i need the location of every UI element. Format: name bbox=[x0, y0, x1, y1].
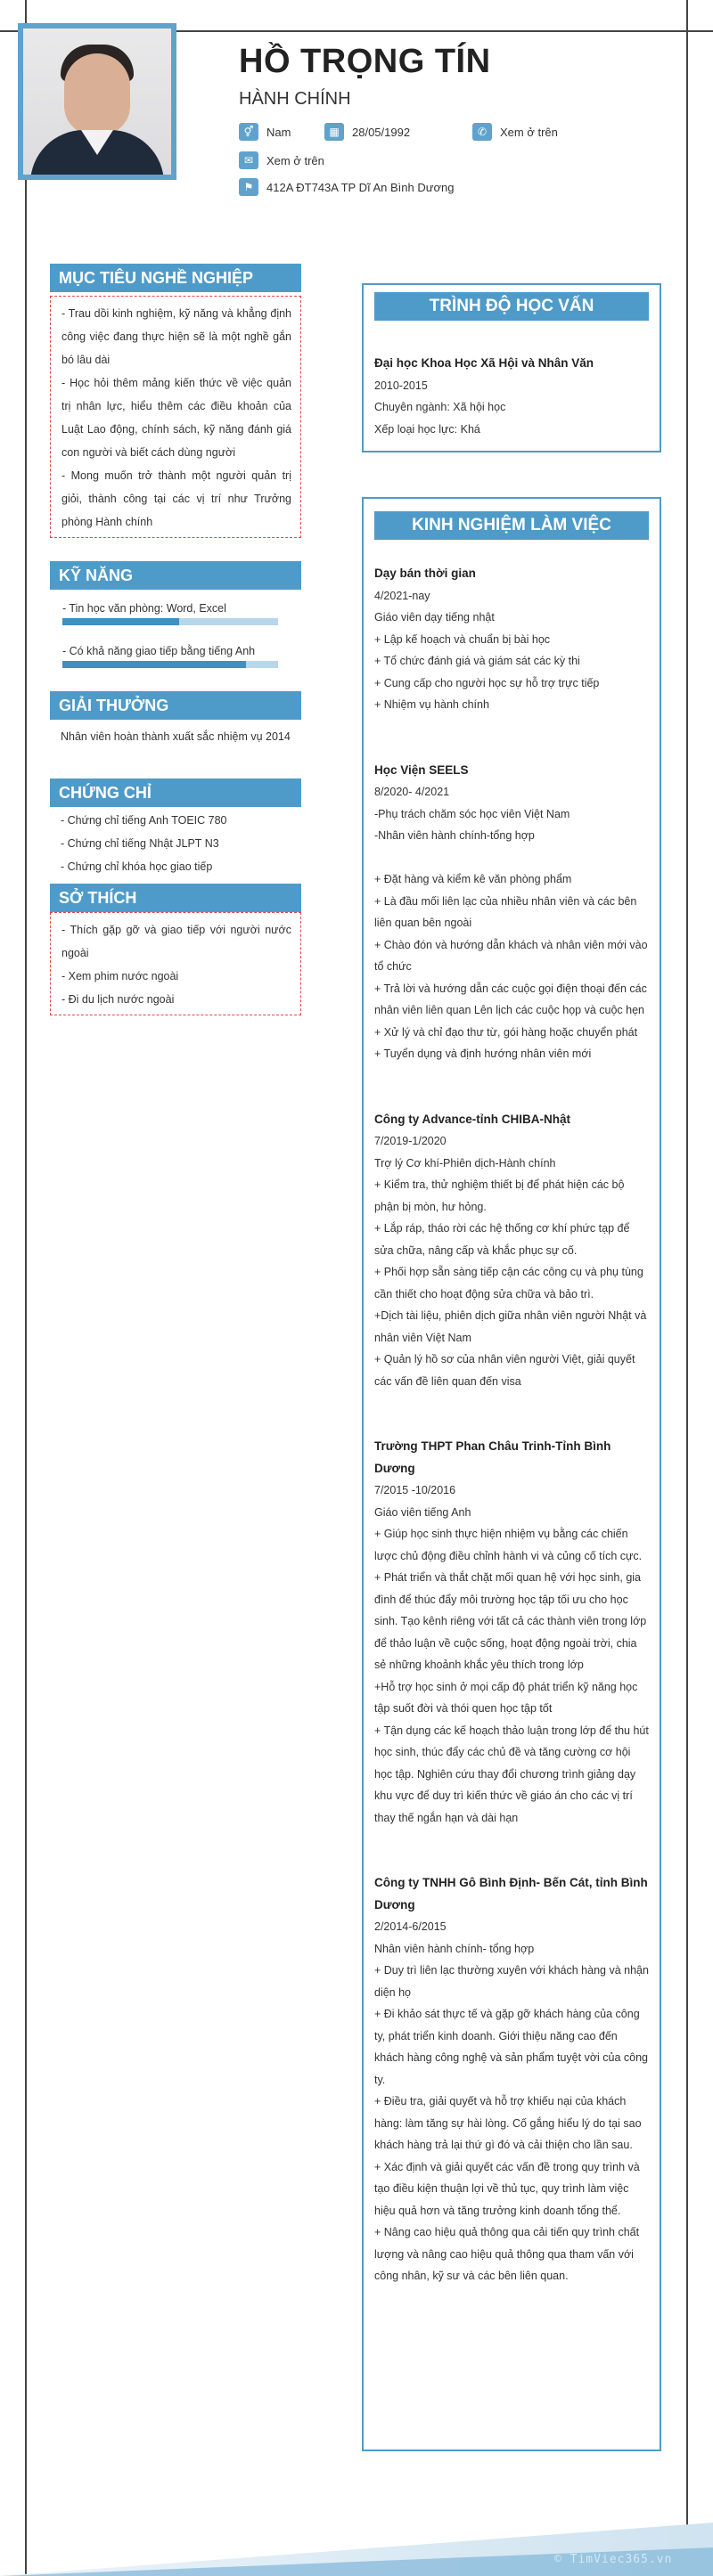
job-duty: + Cung cấp cho người học sự hỗ trợ trực tiếp bbox=[374, 676, 600, 689]
frame-right-line bbox=[686, 0, 688, 2576]
certificate-item: - Chứng chỉ tiếng Anh TOEIC 780 bbox=[61, 814, 227, 827]
certificate-item: - Chứng chỉ tiếng Nhật JLPT N3 bbox=[61, 837, 219, 850]
objective-line: - Mong muốn trở thành một người quản trị giỏi, thành công tại các vị trí như Trưởng phòng Hành chính bbox=[61, 469, 291, 528]
spacer bbox=[374, 1414, 649, 1437]
objective-heading: MỤC TIÊU NGHỀ NGHIỆP bbox=[50, 264, 301, 292]
spacer bbox=[374, 738, 649, 760]
spacer bbox=[374, 1392, 649, 1414]
certificates-heading: CHỨNG CHỈ bbox=[50, 779, 301, 807]
watermark: © TimViec365.vn bbox=[554, 2553, 673, 2566]
job-duty: + Đi khảo sát thực tế và gặp gỡ khách hàng của công ty, phát triển kinh doanh. Giới thiệu năng cao đến khách hàng công nghệ và sản phẩm tuyệt vời của công ty. bbox=[374, 2008, 649, 2086]
info-dob bbox=[324, 123, 410, 141]
experience-heading: KINH NGHIỆM LÀM VIỆC bbox=[374, 511, 649, 540]
objective-line: - Học hỏi thêm mảng kiến thức về việc quản trị nhân lực, hiểu thêm các điều khoản của Luật Lao động, chính sách, kỹ năng đánh giá con người và biết cách dùng người bbox=[61, 377, 291, 459]
job-duty: + Phối hợp sẵn sàng tiếp cận các công cụ và phụ tùng cần thiết cho hoạt động sửa chữa và bảo trì. bbox=[374, 1266, 643, 1300]
job-duty: + Nhiệm vụ hành chính bbox=[374, 698, 489, 711]
skill-bar bbox=[62, 661, 278, 668]
skill-item bbox=[62, 645, 301, 668]
job-duty: + Xác định và giải quyết các vấn đề trong quy trình và tạo điều kiện thuận lợi về thủ tục, quy trình làm việc hiệu quả hơn và tăng trưởng kinh doanh tổng thể. bbox=[374, 2160, 640, 2217]
skill-item bbox=[62, 602, 301, 625]
spacer bbox=[374, 1065, 649, 1088]
certificates-section bbox=[50, 779, 301, 878]
job-company: Công ty TNHH Gô Bình Định- Bến Cát, tỉnh Bình Dương bbox=[374, 1876, 648, 1912]
skills-section bbox=[50, 561, 301, 668]
job-duty: + Tuyển dụng và định hướng nhân viên mới bbox=[374, 1048, 592, 1060]
skill-label: - Tin học văn phòng: Word, Excel bbox=[62, 602, 226, 615]
phone-value: Xem ở trên bbox=[500, 125, 558, 139]
candidate-name: HỒ TRỌNG TÍN bbox=[239, 43, 491, 80]
job-duty: + Nâng cao hiệu quả thông qua cải tiến quy trình chất lượng và nâng cao hiệu quả thông qua tham vấn với công nhân, kỹ sư và các bên liên quan. bbox=[374, 2226, 640, 2282]
school-name: Đại học Khoa Học Xã Hội và Nhân Văn bbox=[374, 356, 594, 370]
skill-label: - Có khả năng giao tiếp bằng tiếng Anh bbox=[62, 645, 256, 657]
job-duty: + Phát triển và thắt chặt mối quan hệ với học sinh, gia đình để thúc đẩy môi trường học tập tối ưu cho học sinh. Tạo kênh riêng với tất cả các thành viên trong lớp để thảo luận về cuộc sống, hoạt động ngoài trời, chia sẻ những khoảnh khắc yêu thích trong lớp bbox=[374, 1571, 647, 1671]
hobby-item: - Đi du lịch nước ngoài bbox=[61, 993, 175, 1006]
avatar bbox=[18, 23, 176, 180]
spacer bbox=[374, 847, 649, 869]
education-period: 2010-2015 bbox=[374, 379, 428, 392]
hobbies-heading: SỞ THÍCH bbox=[50, 884, 301, 912]
job-duty: + Lắp ráp, tháo rời các hệ thống cơ khí phức tạp để sửa chữa, nâng cấp và khắc phục sự cố. bbox=[374, 1222, 630, 1257]
hobby-item: - Thích gặp gỡ và giao tiếp với người nước ngoài bbox=[61, 924, 291, 959]
phone-icon: ✆ bbox=[472, 123, 492, 141]
job-company: Công ty Advance-tỉnh CHIBA-Nhật bbox=[374, 1112, 570, 1126]
experience-section bbox=[362, 497, 661, 2451]
hobbies-box bbox=[50, 912, 301, 1015]
info-address bbox=[239, 178, 454, 196]
gender-icon: ⚥ bbox=[239, 123, 258, 141]
job-duty: + Điều tra, giải quyết và hỗ trợ khiếu nại của khách hàng: làm tăng sự hài lòng. Cố gắng hiểu lý do tại sao khách hàng trả lại thứ gì đó và cải thiện cho lần sau. bbox=[374, 2095, 642, 2151]
job-duty: + Trả lời và hướng dẫn các cuộc gọi điện thoại đến các nhân viên liên quan Lên lịch các cuộc họp và cuộc hẹn bbox=[374, 982, 647, 1016]
skill-bar-fill bbox=[62, 661, 246, 668]
awards-text: Nhân viên hoàn thành xuất sắc nhiệm vụ 2014 bbox=[61, 730, 291, 743]
profile-photo bbox=[23, 29, 171, 175]
job-duty: + Chào đón và hướng dẫn khách và nhân viên mới vào tổ chức bbox=[374, 938, 648, 973]
awards-heading: GIẢI THƯỞNG bbox=[50, 691, 301, 720]
email-icon: ✉ bbox=[239, 151, 258, 169]
job-company: Học Viện SEELS bbox=[374, 762, 469, 777]
job-duty: Trợ lý Cơ khí-Phiên dịch-Hành chính bbox=[374, 1156, 556, 1170]
job-duty: + Đặt hàng và kiểm kê văn phòng phẩm bbox=[374, 873, 572, 885]
job-company: Dạy bán thời gian bbox=[374, 567, 476, 580]
job-duty: Giáo viên dạy tiếng nhật bbox=[374, 611, 495, 624]
job-duty: + Kiểm tra, thử nghiệm thiết bị để phát hiện các bộ phận bị mòn, hư hỏng. bbox=[374, 1178, 625, 1213]
job-duty: + Giúp học sinh thực hiện nhiệm vụ bằng các chiến lược chủ động điều chỉnh hành vi và củng cố tích cực. bbox=[374, 1528, 643, 1562]
job-period: 7/2019-1/2020 bbox=[374, 1135, 447, 1147]
spacer bbox=[374, 1851, 649, 1873]
info-gender bbox=[239, 123, 291, 141]
job-duty: -Phụ trách chăm sóc học viên Việt Nam bbox=[374, 807, 570, 820]
objective-section bbox=[50, 264, 301, 538]
spacer bbox=[374, 1087, 649, 1109]
job-period: 7/2015 -10/2016 bbox=[374, 1484, 456, 1496]
job-duty: +Hỗ trợ học sinh ở mọi cấp độ phát triển kỹ năng học tập suốt đời và thói quen học tập tốt bbox=[374, 1680, 638, 1715]
info-phone bbox=[472, 123, 558, 141]
spacer bbox=[374, 716, 649, 738]
certificate-item: - Chứng chỉ khóa học giao tiếp bbox=[61, 860, 213, 873]
candidate-position: HÀNH CHÍNH bbox=[239, 89, 351, 109]
education-content bbox=[374, 353, 649, 440]
spacer bbox=[374, 1829, 649, 1851]
objective-line: - Trau dồi kinh nghiệm, kỹ năng và khẳng định công việc đang thực hiện sẽ là một nghề gắn bó lâu dài bbox=[61, 307, 291, 366]
job-duty: Nhân viên hành chính- tổng hợp bbox=[374, 1942, 535, 1955]
job-duty: +Dịch tài liệu, phiên dịch giữa nhân viên người Nhật và nhân viên Việt Nam bbox=[374, 1309, 647, 1344]
email-value: Xem ở trên bbox=[266, 153, 324, 167]
job-duty: + Tổ chức đánh giá và giám sát các kỳ thi bbox=[374, 655, 580, 667]
experience-list bbox=[374, 563, 649, 2287]
info-email bbox=[239, 151, 324, 169]
dob-value: 28/05/1992 bbox=[352, 125, 411, 139]
awards-section bbox=[50, 691, 301, 748]
location-icon: ⚑ bbox=[239, 178, 258, 196]
job-period: 4/2021-nay bbox=[374, 589, 430, 602]
skill-bar-fill bbox=[62, 618, 179, 625]
frame-left-line bbox=[25, 0, 27, 2576]
objective-box bbox=[50, 296, 301, 538]
address-value: 412A ĐT743A TP Dĩ An Bình Dương bbox=[266, 180, 455, 194]
job-company: Trường THPT Phan Châu Trinh-Tỉnh Bình Dương bbox=[374, 1439, 611, 1475]
job-duty: + Tận dụng các kế hoạch thảo luận trong lớp để thu hút học sinh, thúc đẩy các chủ đề và tăng cường cơ hội học tập. Nghiên cứu thay đổi chương trình giảng dạy khu vực để duy trì kiến thức về giáo án cho các vị trí thay thế ngắn hạn và dài hạn bbox=[374, 1724, 649, 1824]
job-period: 8/2020- 4/2021 bbox=[374, 786, 450, 798]
calendar-icon: ▦ bbox=[324, 123, 344, 141]
job-duty: -Nhân viên hành chính-tổng hợp bbox=[374, 829, 535, 842]
skill-bar bbox=[62, 618, 278, 625]
job-duty: Giáo viên tiếng Anh bbox=[374, 1505, 471, 1519]
job-duty: + Lập kế hoạch và chuẩn bị bài học bbox=[374, 632, 551, 646]
job-duty: + Là đầu mối liên lạc của nhiều nhân viên và các bên liên quan bên ngoài bbox=[374, 894, 637, 929]
job-period: 2/2014-6/2015 bbox=[374, 1920, 447, 1933]
hobbies-section bbox=[50, 884, 301, 1015]
education-heading: TRÌNH ĐỘ HỌC VẤN bbox=[374, 292, 649, 321]
job-duty: + Duy trì liên lạc thường xuyên với khách hàng và nhận diện họ bbox=[374, 1964, 649, 1999]
job-duty: + Xử lý và chỉ đạo thư từ, gói hàng hoặc chuyển phát bbox=[374, 1025, 638, 1039]
hobby-item: - Xem phim nước ngoài bbox=[61, 970, 179, 982]
education-major: Chuyên ngành: Xã hội học bbox=[374, 401, 506, 413]
job-duty: + Quản lý hồ sơ của nhân viên người Việt, giải quyết các vấn đề liên quan đến visa bbox=[374, 1353, 635, 1388]
gender-value: Nam bbox=[266, 125, 291, 139]
education-grade: Xếp loại học lực: Khá bbox=[374, 422, 480, 436]
certificates-list bbox=[50, 807, 301, 878]
skills-heading: KỸ NĂNG bbox=[50, 561, 301, 590]
education-section bbox=[362, 283, 661, 452]
